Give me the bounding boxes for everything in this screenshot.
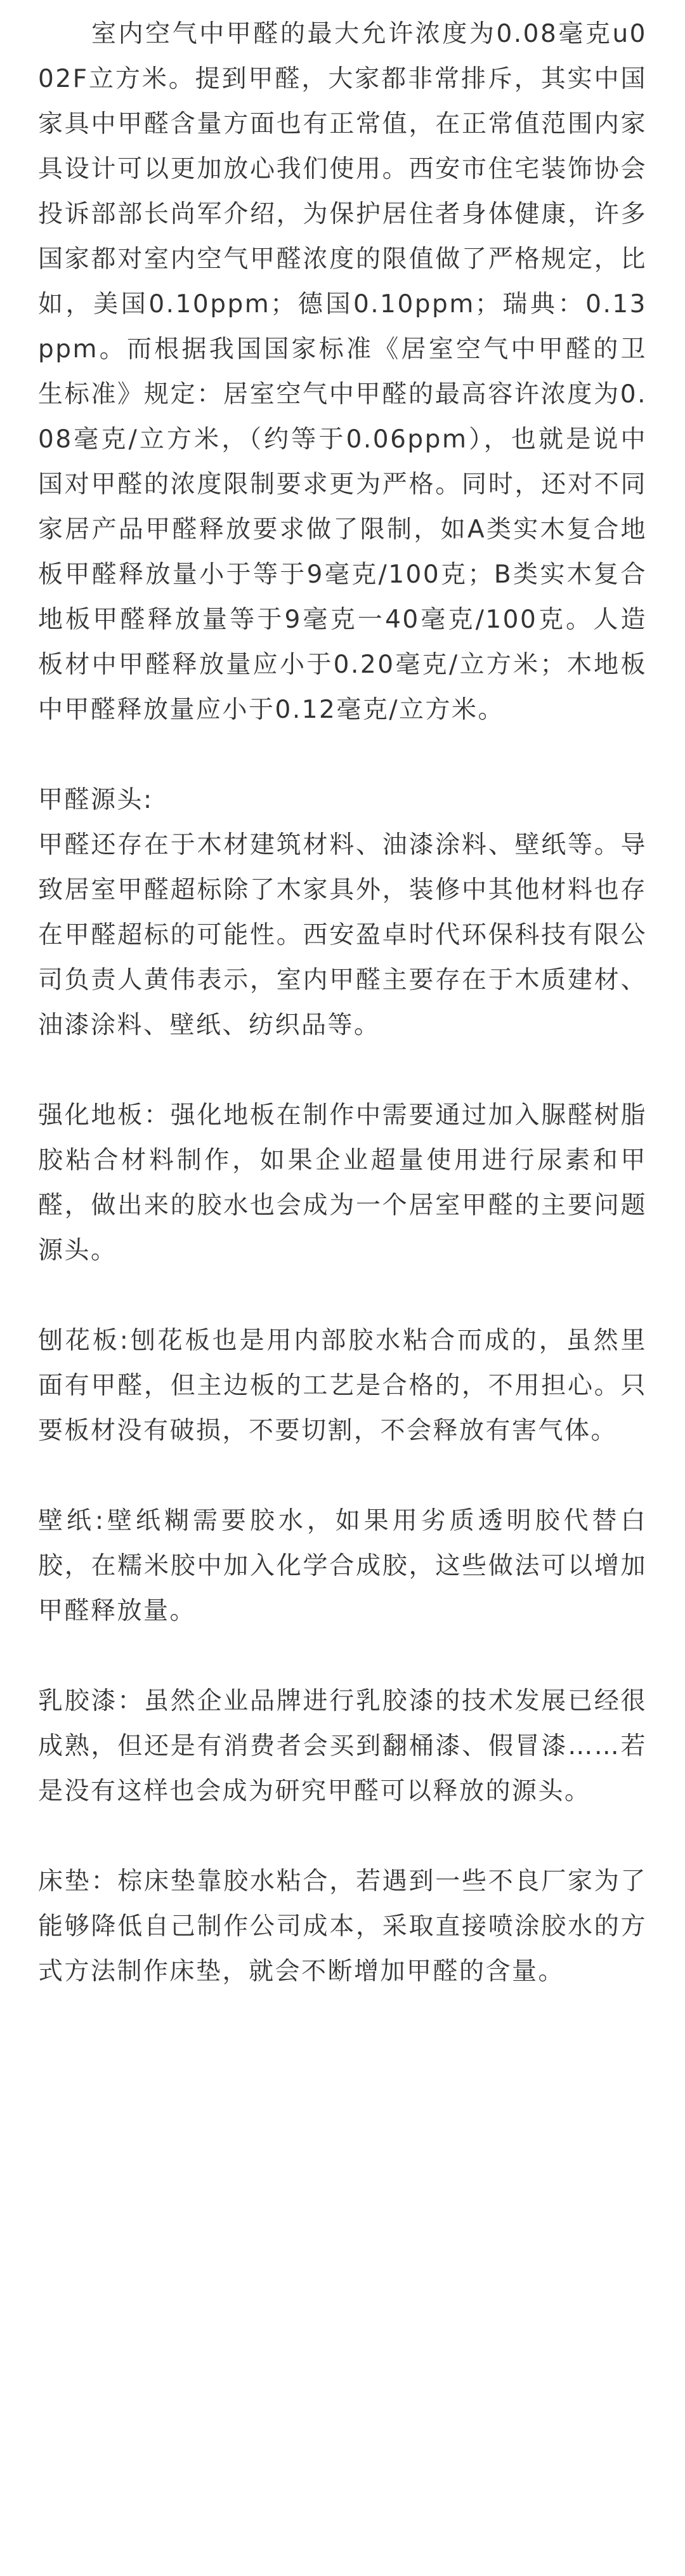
sources-paragraph: 甲醛还存在于木材建筑材料、油漆涂料、壁纸等。导致居室甲醛超标除了木家具外，装修中其他材料也存在甲醛超标的可能性。西安盈卓时代环保科技有限公司负责人黄伟表示，室内甲醛主要存在于木质建材、油漆涂料、壁纸、纺织品等。	[38, 831, 647, 1040]
latex-paint-paragraph: 乳胶漆：虽然企业品牌进行乳胶漆的技术发展已经很成熟，但还是有消费者会买到翻桶漆、假冒漆……若是没有这样也会成为研究甲醛可以释放的源头。	[38, 1687, 647, 1806]
intro-paragraph: 室内空气中甲醛的最大允许浓度为0.08毫克u002F立方米。提到甲醛，大家都非常排斥，其实中国家具中甲醛含量方面也有正常值，在正常值范围内家具设计可以更加放心我们使用。西安市住宅装饰协会投诉部部长尚军介绍，为保护居住者身体健康，许多国家都对室内空气甲醛浓度的限值做了严格规定，比如，美国0.10ppm；德国0.10ppm；瑞典：0.13ppm。而根据我国国家标准《居室空气中甲醛的卫生标准》规定：居室空气中甲醛的最高容许浓度为0.08毫克/立方米，（约等于0.06ppm），也就是说中国对甲醛的浓度限制要求更为严格。同时，还对不同家居产品甲醛释放要求做了限制，如A类实木复合地板甲醛释放量小于等于9毫克/100克；B类实木复合地板甲醛释放量等于9毫克一40毫克/100克。人造板材中甲醛释放量应小于0.20毫克/立方米；木地板中甲醛释放量应小于0.12毫克/立方米。	[38, 20, 647, 724]
paragraph-spacer	[38, 1453, 647, 1498]
laminate-flooring-paragraph: 强化地板：强化地板在制作中需要通过加入脲醛树脂胶粘合材料制作，如果企业超量使用进行尿素和甲醛，做出来的胶水也会成为一个居室甲醛的主要问题源头。	[38, 1101, 647, 1265]
paragraph-spacer	[38, 1273, 647, 1318]
paragraph-spacer	[38, 1634, 647, 1679]
particleboard-paragraph: 刨花板:刨花板也是用内部胶水粘合而成的，虽然里面有甲醛，但主边板的工艺是合格的，不用担心。只要板材没有破损，不要切割，不会释放有害气体。	[38, 1326, 647, 1445]
paragraph-spacer	[38, 732, 647, 777]
wallpaper-paragraph: 壁纸:壁纸糊需要胶水，如果用劣质透明胶代替白胶，在糯米胶中加入化学合成胶，这些做法可以增加甲醛释放量。	[38, 1507, 647, 1625]
mattress-paragraph: 床垫：棕床垫靠胶水粘合，若遇到一些不良厂家为了能够降低自己制作公司成本，采取直接喷涂胶水的方式方法制作床垫，就会不断增加甲醛的含量。	[38, 1867, 647, 1986]
paragraph-spacer	[38, 1814, 647, 1859]
paragraph-spacer	[38, 1048, 647, 1093]
section-heading-formaldehyde-sources: 甲醛源头:	[38, 786, 153, 814]
